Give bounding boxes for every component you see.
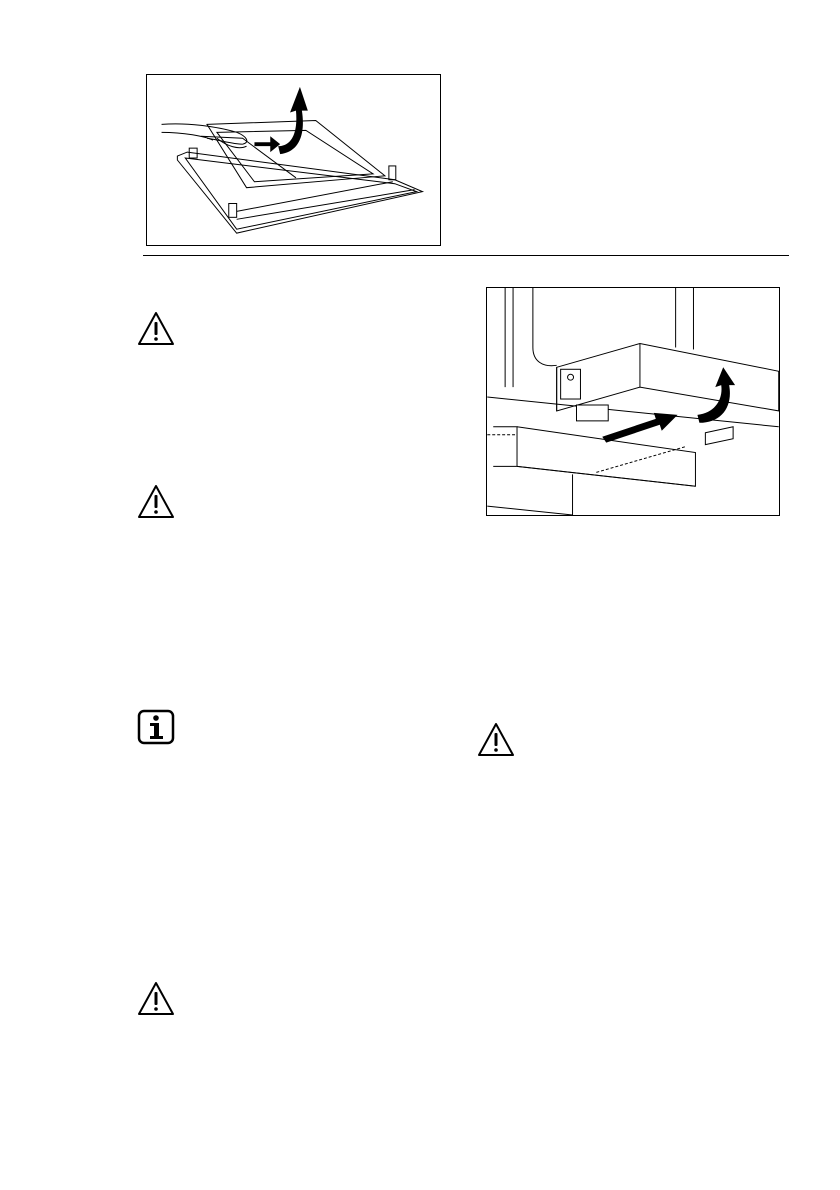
section-divider [143,255,789,256]
warning-icon [136,309,176,349]
warning-icon [136,482,176,522]
warning-icon [136,979,176,1019]
lamp-cover-figure [486,287,780,516]
lamp-cover-illustration [487,288,779,515]
info-icon [136,707,176,747]
slide-arrow-icon [602,413,677,443]
warning-icon [476,720,516,760]
door-removal-figure [146,74,441,246]
oven-door-illustration [147,75,440,245]
